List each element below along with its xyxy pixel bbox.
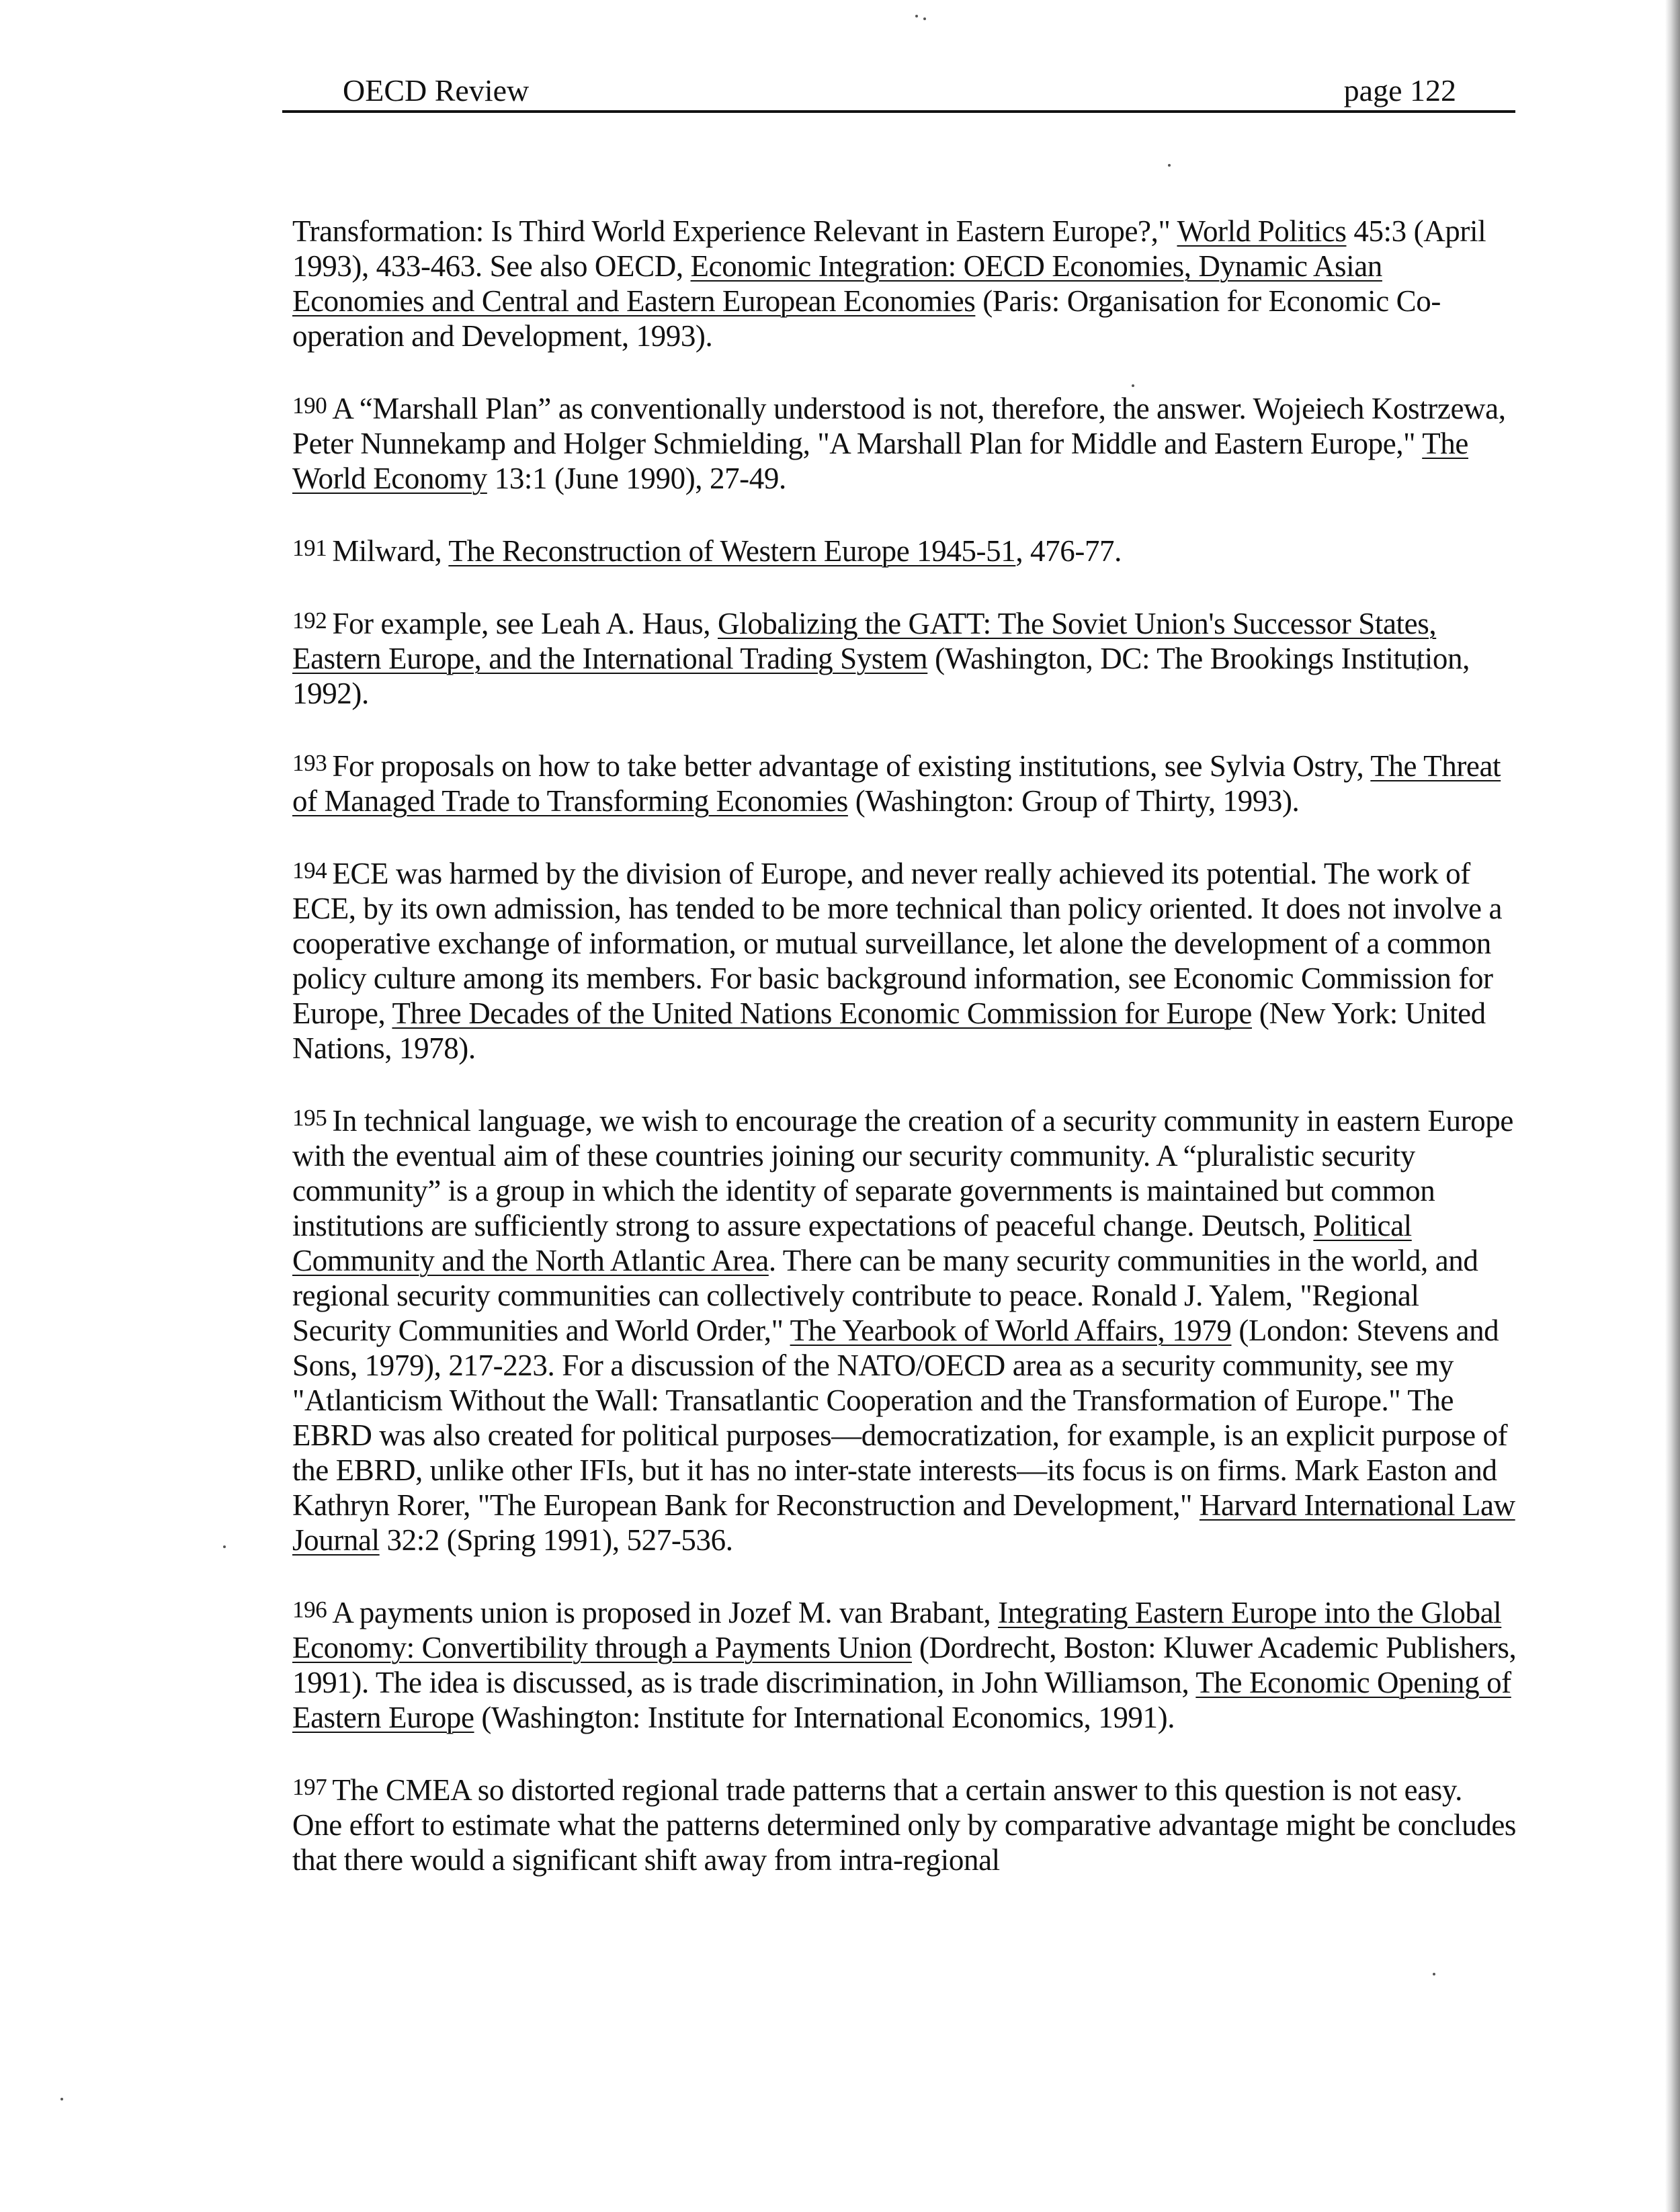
- cited-title: Economic Integration: OECD Economies, Dynamic Asian Economies and Central and Eastern European Economies: [292, 249, 1382, 318]
- scan-speck: [923, 17, 926, 20]
- footnote-number: 191: [292, 535, 327, 561]
- footnote-text: A “Marshall Plan” as conventionally understood is not, therefore, the answer. Wojeiech Kostrzewa, Peter Nunnekamp and Holger Schmielding, "A Marshall Plan for Middle and Eastern Europe,": [292, 392, 1506, 460]
- scan-speck: [60, 2098, 63, 2100]
- cited-title: Political Community and the North Atlantic Area: [292, 1209, 1412, 1277]
- footnote-text: 45:3 (April 1993), 433-463. See also OECD,: [292, 214, 1486, 283]
- footnote-text: For proposals on how to take better advantage of existing institutions, see Sylvia Ostry,: [332, 749, 1371, 783]
- page-edge-shadow: [1665, 0, 1680, 2212]
- footnote-194: [292, 853, 1519, 1066]
- footnote-number: 194: [292, 857, 327, 884]
- footnote-text: In technical language, we wish to encourage the creation of a security community in eastern Europe with the eventual aim of these countries joining our security community. A “pluralistic security community” is a group in which the identity of separate governments is maintained but common institutions are sufficiently strong to assure expectations of peaceful change. Deutsch,: [292, 1104, 1513, 1242]
- cited-title: The World Economy: [292, 427, 1468, 495]
- footnote-text: (Paris: Organisation for Economic Co-operation and Development, 1993).: [292, 284, 1441, 353]
- footnote-191: [292, 531, 1519, 568]
- scan-speck: [915, 15, 918, 17]
- footnote-192: [292, 603, 1519, 711]
- footnote-text: For example, see Leah A. Haus,: [332, 607, 718, 640]
- footnote-text: (Washington: Institute for International Economics, 1991).: [474, 1701, 1175, 1734]
- scan-speck: [1433, 1973, 1435, 1975]
- footnote-text: (Washington: Group of Thirty, 1993).: [847, 784, 1300, 818]
- header-title: OECD Review: [343, 73, 530, 108]
- footnote-text: (New York: United Nations, 1978).: [292, 996, 1486, 1065]
- footnote-197: [292, 1770, 1519, 1877]
- footnote-number: 195: [292, 1105, 327, 1131]
- footnote-text: (Dordrecht, Boston: Kluwer Academic Publishers, 1991). The idea is discussed, as is trade discrimination, in John Williamson,: [292, 1631, 1517, 1699]
- footnote-text: (Washington, DC: The Brookings Institution, 1992).: [292, 642, 1470, 710]
- cited-title: Globalizing the GATT: The Soviet Union's Successor States, Eastern Europe, and the International Trading System: [292, 607, 1437, 675]
- footnote-text: Milward,: [332, 534, 449, 568]
- footnote-text: Transformation: Is Third World Experience Relevant in Eastern Europe?,": [292, 214, 1177, 248]
- footnote-193: [292, 746, 1519, 818]
- footnote-number: 190: [292, 392, 327, 419]
- cited-title: Three Decades of the United Nations Economic Commission for Europe: [392, 996, 1252, 1030]
- footnote-text: The CMEA so distorted regional trade patterns that a certain answer to this question is not easy. One effort to estimate what the patterns determined only by comparative advantage might be concludes that there would a significant shift away from intra-regional: [292, 1773, 1517, 1877]
- footnote-text: A payments union is proposed in Jozef M. van Brabant,: [332, 1596, 999, 1629]
- scan-speck: [223, 1545, 226, 1548]
- footnote-number: 192: [292, 607, 327, 634]
- page-header: [282, 73, 1515, 116]
- cited-title: Harvard International Law Journal: [292, 1488, 1515, 1557]
- footnote-text: ECE was harmed by the division of Europe, and never really achieved its potential. The work of ECE, by its own admission, has tended to be more technical than policy oriented. It does not involve a cooperative exchange of information, or mutual surveillance, let alone the development of a common policy culture among its members. For basic background information, see Economic Commission for Europe,: [292, 857, 1503, 1030]
- footnote-number: 197: [292, 1774, 327, 1800]
- header-rule: [282, 110, 1515, 113]
- scan-speck: [1168, 164, 1171, 167]
- cited-title: World Politics: [1177, 214, 1347, 248]
- cited-title: The Yearbook of World Affairs, 1979: [790, 1314, 1232, 1347]
- footnote-text: . There can be many security communities in the world, and regional security communities can collectively contribute to peace. Ronald J. Yalem, "Regional Security Communities and World Order,": [292, 1244, 1478, 1347]
- footnote-195: [292, 1101, 1519, 1558]
- cited-title: The Reconstruction of Western Europe 1945-51: [448, 534, 1016, 568]
- footnotes-body: [292, 214, 1519, 1912]
- page-number: page 122: [1343, 73, 1456, 108]
- footnote-text: , 476-77.: [1015, 534, 1122, 568]
- footnote-196: [292, 1592, 1519, 1735]
- footnote-text: 32:2 (Spring 1991), 527-536.: [379, 1523, 733, 1557]
- footnote-continued: [292, 214, 1519, 353]
- footnote-text: 13:1 (June 1990), 27-49.: [487, 462, 786, 495]
- footnote-number: 196: [292, 1597, 327, 1623]
- footnote-number: 193: [292, 750, 327, 776]
- footnote-text: (London: Stevens and Sons, 1979), 217-223. For a discussion of the NATO/OECD area as a security community, see my "Atlanticism Without the Wall: Transatlantic Cooperation and the Transformation of Europe." The EBRD was also created for political purposes—democratization, for example, is an explicit purpose of the EBRD, unlike other IFIs, but it has no inter-state interests—its focus is on firms. Mark Easton and Kathryn Rorer, "The European Bank for Reconstruction and Development,": [292, 1314, 1508, 1522]
- footnote-190: [292, 388, 1519, 496]
- cited-title: The Economic Opening of Eastern Europe: [292, 1666, 1511, 1734]
- cited-title: Integrating Eastern Europe into the Global Economy: Convertibility through a Payments Union: [292, 1596, 1502, 1664]
- cited-title: The Threat of Managed Trade to Transforming Economies: [292, 749, 1501, 818]
